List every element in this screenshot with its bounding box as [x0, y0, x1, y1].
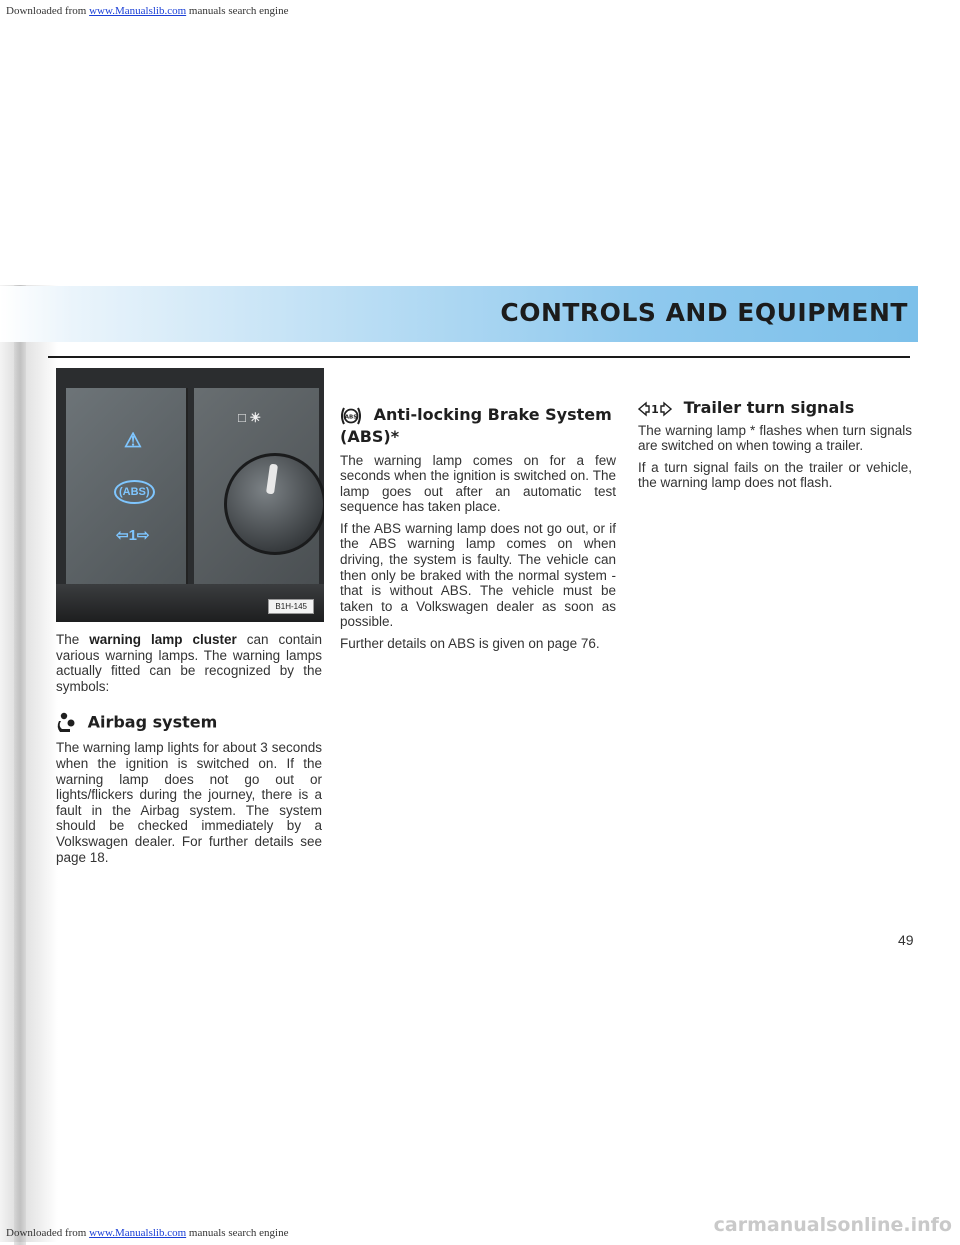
figure-label: B1H-145: [268, 599, 314, 614]
download-prefix: Downloaded from: [6, 5, 87, 17]
manualslib-link[interactable]: www.Manualslib.com: [89, 5, 187, 17]
right-column: [638, 400, 912, 497]
svg-text:ABS: ABS: [344, 414, 358, 420]
abs-paragraph-2: If the ABS warning lamp does not go out, or if the ABS warning lamp comes on when driving, the system is faulty. The vehicle can then only be braked with the normal system - that is without ABS. The vehicle must be taken to a Volkswagen dealer as soon as possible.: [340, 520, 616, 630]
abs-title: Anti-locking Brake System (ABS)*: [340, 405, 612, 446]
left-column: [56, 632, 322, 871]
airbag-title: Airbag system: [87, 712, 218, 732]
airbag-icon: [56, 712, 76, 734]
footer-suffix: manuals search engine: [188, 1227, 289, 1239]
middle-column: [340, 404, 616, 658]
abs-paragraph-1: The warning lamp comes on for a few seconds when the ignition is switched on. The lamp goes out after an automatic test sequence has taken place.: [340, 452, 616, 515]
svg-text:1: 1: [651, 402, 659, 416]
trailer-turn-lamp-icon: ⇦1⇨: [116, 527, 150, 544]
page-number: 49: [898, 932, 914, 948]
trailer-paragraph-1: The warning lamp * flashes when turn signals are switched on when towing a trailer.: [638, 422, 912, 454]
footer-manualslib-link[interactable]: www.Manualslib.com: [89, 1227, 187, 1239]
airbag-lamp-icon: ⚠: [124, 430, 142, 452]
header-rule: [48, 356, 910, 358]
trailer-heading: [638, 400, 912, 417]
airbag-heading: [56, 712, 322, 734]
page-binding-fold: [14, 285, 26, 1245]
intro-post: can contain various warning lamps. The warning lamps actually fitted can be recognized by the symbols:: [56, 632, 322, 694]
watermark: carmanualsonline.info: [713, 1214, 952, 1236]
trailer-title: Trailer turn signals: [683, 398, 855, 417]
download-suffix: manuals search engine: [188, 5, 289, 17]
airbag-paragraph: The warning lamp lights for about 3 seconds when the ignition is switched on. If the warning lamp does not go out or lights/flickers during the journey, there is a fault in the Airbag system. The system should be checked immediately by a Volkswagen dealer. For further details see page 18.: [56, 740, 322, 865]
footer-prefix: Downloaded from: [6, 1227, 87, 1239]
download-banner: [0, 0, 960, 22]
trailer-paragraph-2: If a turn signal fails on the trailer or vehicle, the warning lamp does not flash.: [638, 459, 912, 491]
abs-paragraph-3: Further details on ABS is given on page 76.: [340, 636, 600, 652]
intro-bold: warning lamp cluster: [89, 632, 237, 647]
light-switch-icon: □ ☀: [238, 410, 262, 425]
section-title: CONTROLS AND EQUIPMENT: [500, 298, 908, 327]
page-binding-shadow: [0, 285, 58, 1242]
abs-heading: [340, 404, 616, 447]
intro-paragraph: [56, 632, 322, 694]
trailer-turn-icon: [638, 401, 672, 417]
warning-lamp-cluster-photo: [56, 368, 324, 622]
intro-pre: The: [56, 632, 80, 647]
abs-icon: [340, 406, 362, 426]
abs-lamp-icon: (ABS): [114, 480, 155, 504]
